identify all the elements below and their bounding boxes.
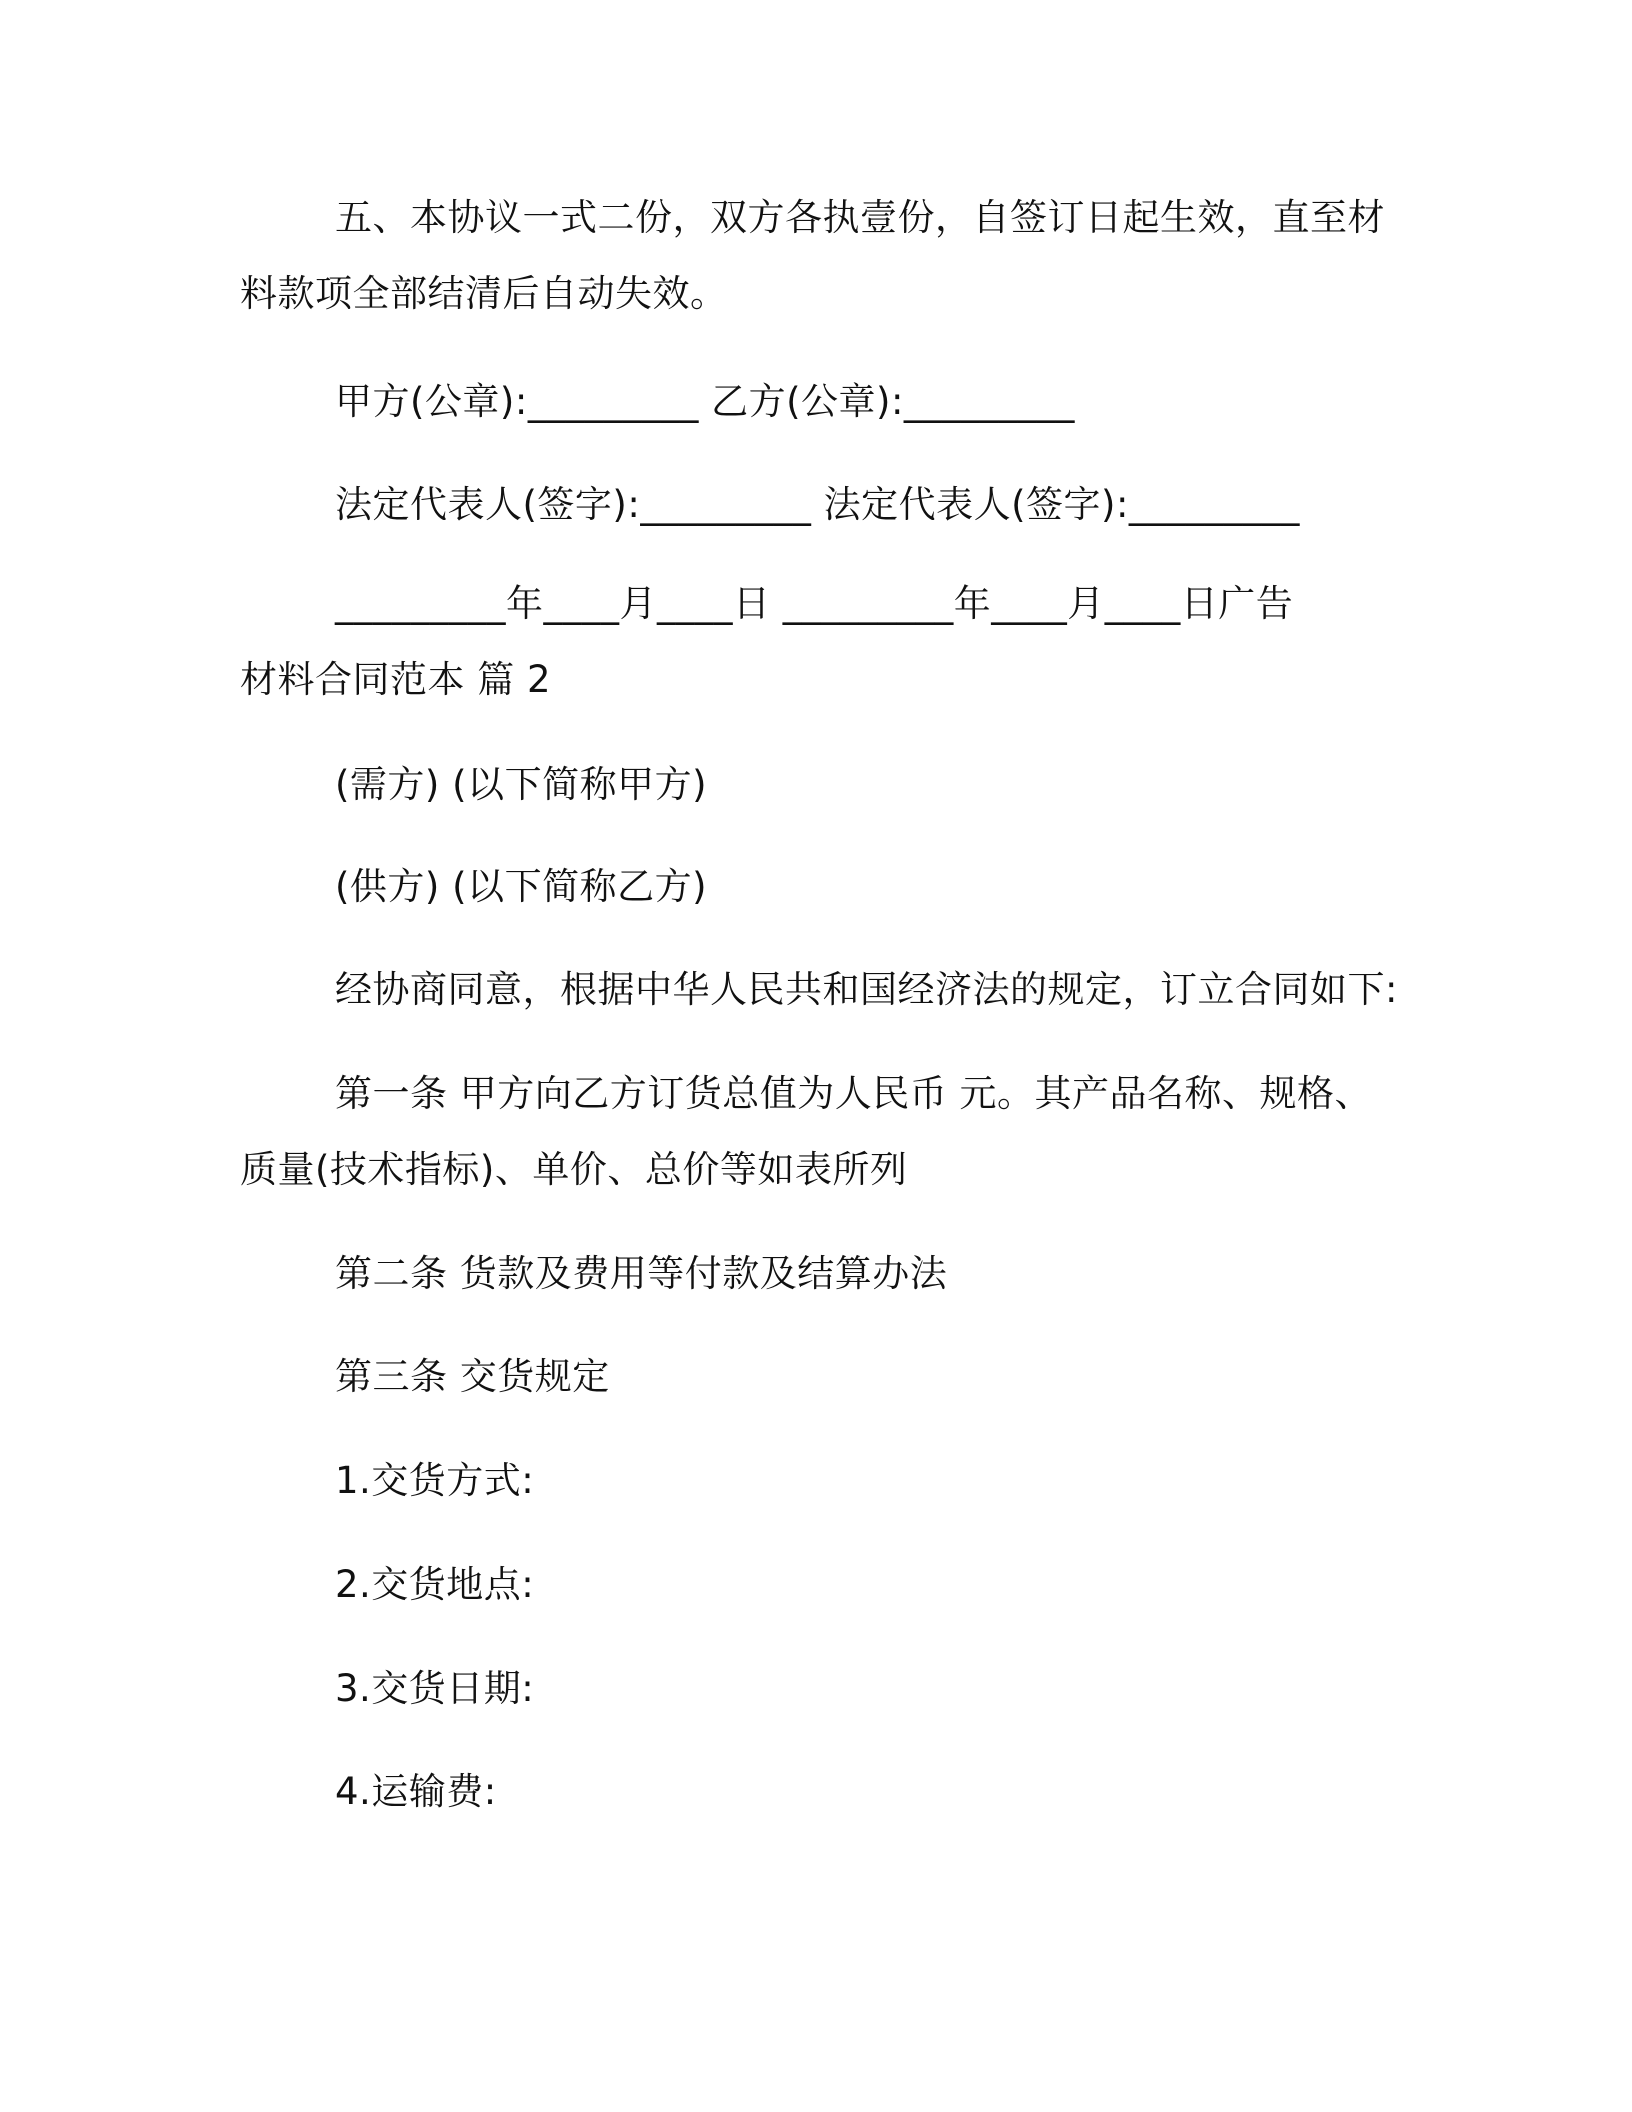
delivery-location-line: 2.交货地点: <box>335 1563 535 1606</box>
section-title: 材料合同范本 篇 2 <box>240 658 552 701</box>
clause-five-line-1: 五、本协议一式二份，双方各执壹份，自签订日起生效，直至材 <box>335 196 1385 239</box>
article-one-line-1: 第一条 甲方向乙方订货总值为人民币 元。其产品名称、规格、 <box>335 1072 1373 1115</box>
date-line: _________年____月____日 _________年____月____日广告 <box>335 582 1294 625</box>
company-seal-line: 甲方(公章):_________ 乙方(公章):_________ <box>335 380 1075 423</box>
article-one-line-2: 质量(技术指标)、单价、总价等如表所列 <box>240 1148 908 1191</box>
buyer-line: (需方) (以下简称甲方) <box>335 763 708 806</box>
delivery-method-line: 1.交货方式: <box>335 1459 535 1502</box>
legal-representative-line: 法定代表人(签字):_________ 法定代表人(签字):_________ <box>335 483 1300 526</box>
delivery-date-line: 3.交货日期: <box>335 1667 535 1710</box>
preamble-line: 经协商同意，根据中华人民共和国经济法的规定，订立合同如下: <box>335 968 1398 1011</box>
transport-fee-line: 4.运输费: <box>335 1770 497 1813</box>
article-three-line: 第三条 交货规定 <box>335 1355 610 1398</box>
clause-five-line-2: 料款项全部结清后自动失效。 <box>240 272 728 315</box>
article-two-line: 第二条 货款及费用等付款及结算办法 <box>335 1252 948 1295</box>
supplier-line: (供方) (以下简称乙方) <box>335 865 708 908</box>
